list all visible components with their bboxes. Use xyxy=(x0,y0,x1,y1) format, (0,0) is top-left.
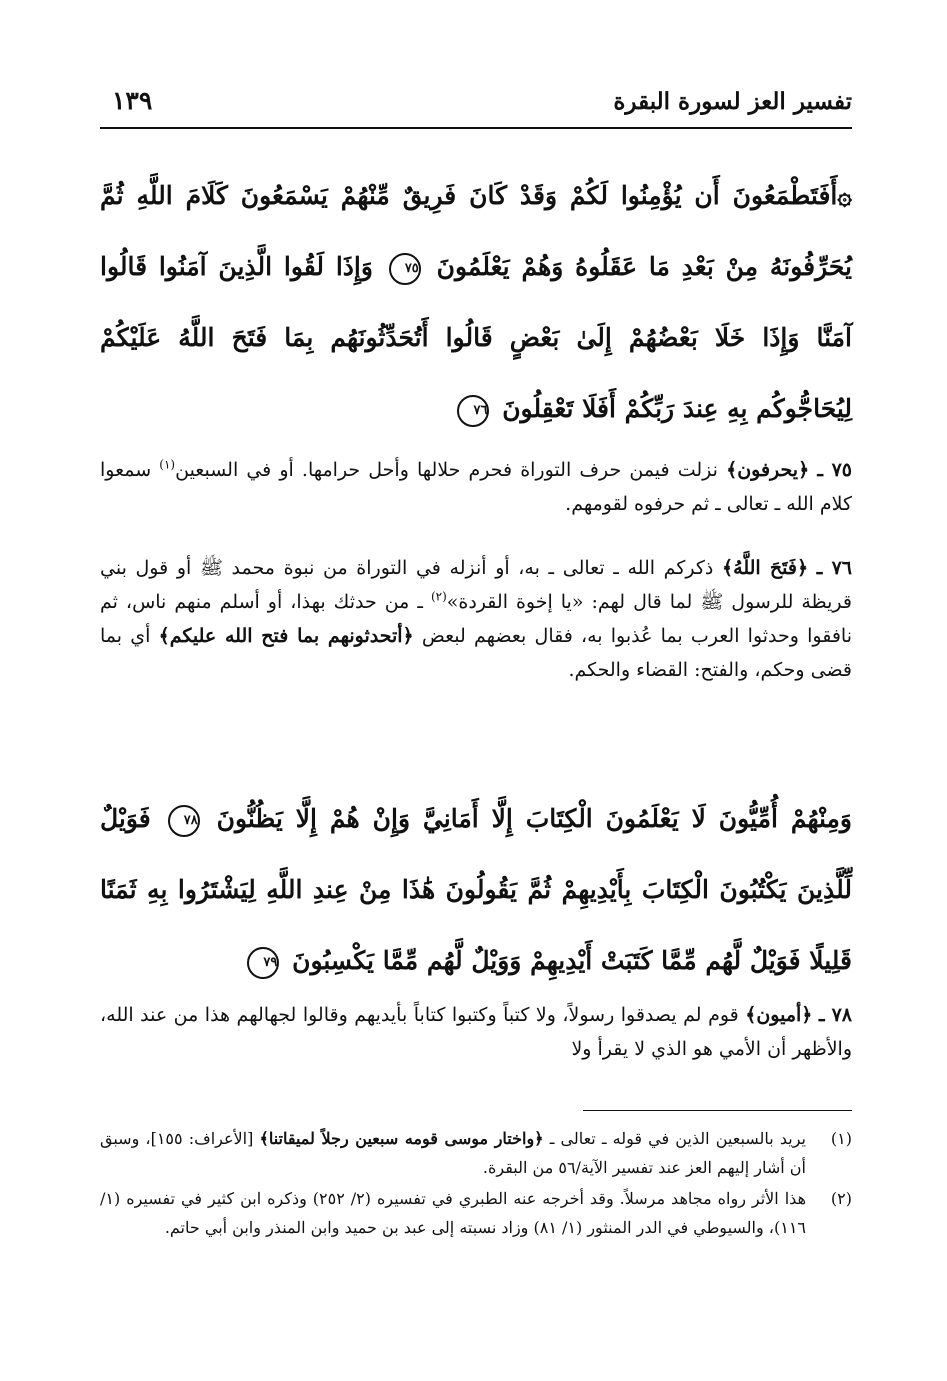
footnote-separator xyxy=(583,1110,852,1111)
commentary-text: ـ من حدثك بهذا، أو أسلم منهم ناس، ثم نافقوا وحدثوا العرب بما عُذبوا به، فقال بعضهم لبعض xyxy=(100,591,852,647)
footnotes xyxy=(100,1124,852,1244)
commentary-text: قوم لم يصدقوا رسولاً، ولا كتباً وكتبوا كتاباً بأيديهم وقالوا لجهالهم هذا من عند الله، والأظهر أن الأمي هو الذي لا يقرأ ولا xyxy=(100,1004,852,1060)
commentary-text: أي بما قضى وحكم، والفتح: القضاء والحكم. xyxy=(100,625,852,681)
footnote-1 xyxy=(100,1124,852,1182)
ayah-number-marker: ٧٦ xyxy=(457,395,489,427)
quran-verses-75-76 xyxy=(100,160,852,444)
commentary-text: ذكركم الله ـ تعالى ـ به، أو أنزله في التوراة من نبوة محمد ﷺ أو قول بني قريظة للرسول ﷺ لما قال لهم: «يا إخوة القردة» xyxy=(100,557,852,613)
commentary-number: ٧٦ ـ xyxy=(816,557,852,579)
verse-text: بَعْضُهُمْ إِلَىٰ بَعْضٍ قَالُوا أَتُحَدِّثُونَهُم بِمَا فَتَحَ اللَّهُ عَلَيْكُمْ لِيُحَاجُّوكُم بِهِ عِندَ رَبِّكُمْ xyxy=(100,323,852,423)
commentary-text: سمعوا كلام الله ـ تعالى ـ ثم حرفوه لقومهم. xyxy=(100,459,852,515)
commentary-75 xyxy=(100,453,852,521)
footnote-number: (٢) xyxy=(830,1189,852,1208)
verse-text: وَإِذَا لَقُوا الَّذِينَ آمَنُوا قَالُوا آمَنَّا وَإِذَا خَلَا xyxy=(100,252,852,352)
commentary-78 xyxy=(100,998,852,1066)
commentary-term: ﴿فَتَحَ اللَّهُ﴾ xyxy=(722,557,809,579)
verse-text: فَوَيْلٌ لِّلَّذِينَ xyxy=(100,804,852,904)
footnote-quote: ﴿واختار موسى قومه سبعين رجلاً لميقاتنا﴾ xyxy=(259,1129,544,1148)
running-header xyxy=(100,84,852,124)
verse-text: يَكْتُبُونَ الْكِتَابَ بِأَيْدِيهِمْ ثُمَّ يَقُولُونَ هَٰذَا مِنْ عِندِ اللَّهِ لِيَشْتَرُوا بِهِ ثَمَنًا قَلِيلًا فَوَيْلٌ xyxy=(100,875,852,975)
footnote-text: [الأعراف: ١٥٥]، وسبق أن أشار إليهم العز عند تفسير الآية/٥٦ من البقرة. xyxy=(100,1129,806,1177)
page-number: ١٣٩ xyxy=(112,86,153,115)
footnote-number: (١) xyxy=(830,1129,852,1148)
footnote-ref[interactable]: (٢) xyxy=(430,589,447,604)
verse-text: مِنْ بَعْدِ مَا عَقَلُوهُ وَهُمْ يَعْلَمُونَ xyxy=(436,252,759,281)
ayah-number-marker: ٧٥ xyxy=(389,253,421,285)
footnote-text: يريد بالسبعين الذين في قوله ـ تعالى ـ xyxy=(549,1129,807,1148)
running-title: تفسير العز لسورة البقرة xyxy=(613,88,852,115)
commentary-term: ﴿أتحدثونهم بما فتح الله عليكم﴾ xyxy=(158,625,414,647)
commentary-76 xyxy=(100,551,852,687)
commentary-term: ﴿أميون﴾ xyxy=(745,1004,813,1026)
footnote-text: هذا الأثر رواه مجاهد مرسلاً. وقد أخرجه عنه الطبري في تفسيره (٢/ ٢٥٢) وذكره ابن كثير في تفسيره (١/ ١١٦)، والسيوطي في الدر المنثور (١/ ٨١) وزاد نسبته إلى عبد بن حميد وابن المنذر وابن أبي حاتم. xyxy=(100,1189,807,1237)
verse-text: ۞أَفَتَطْمَعُونَ أَن يُؤْمِنُوا لَكُمْ وَقَدْ كَانَ فَرِيقٌ مِّنْهُمْ يَسْمَعُونَ كَلَامَ اللَّهِ ثُمَّ يُحَرِّفُونَهُ xyxy=(100,181,852,281)
footnote-ref[interactable]: (١) xyxy=(159,457,176,472)
commentary-term: ﴿يحرفون﴾ xyxy=(726,459,810,481)
header-rule xyxy=(100,127,852,129)
commentary-text: نزلت فيمن حرف التوراة فحرم حلالها وأحل حرامها. أو في السبعين xyxy=(175,459,718,481)
verse-text: وَمِنْهُمْ أُمِّيُّونَ لَا يَعْلَمُونَ الْكِتَابَ إِلَّا أَمَانِيَّ وَإِنْ هُمْ إِلَّا يَظُنُّونَ xyxy=(216,804,852,833)
verse-text: لَّهُم مِّمَّا كَتَبَتْ أَيْدِيهِمْ وَوَيْلٌ لَّهُم مِّمَّا يَكْسِبُونَ xyxy=(292,946,742,975)
footnote-2 xyxy=(100,1184,852,1242)
commentary-number: ٧٨ ـ xyxy=(818,1004,852,1026)
verse-text: أَفَلَا تَعْقِلُونَ xyxy=(502,394,616,423)
ayah-number-marker: ٧٨ xyxy=(168,805,200,837)
commentary-number: ٧٥ ـ xyxy=(817,459,852,481)
quran-verses-78-79 xyxy=(100,783,852,996)
ayah-number-marker: ٧٩ xyxy=(247,947,279,979)
